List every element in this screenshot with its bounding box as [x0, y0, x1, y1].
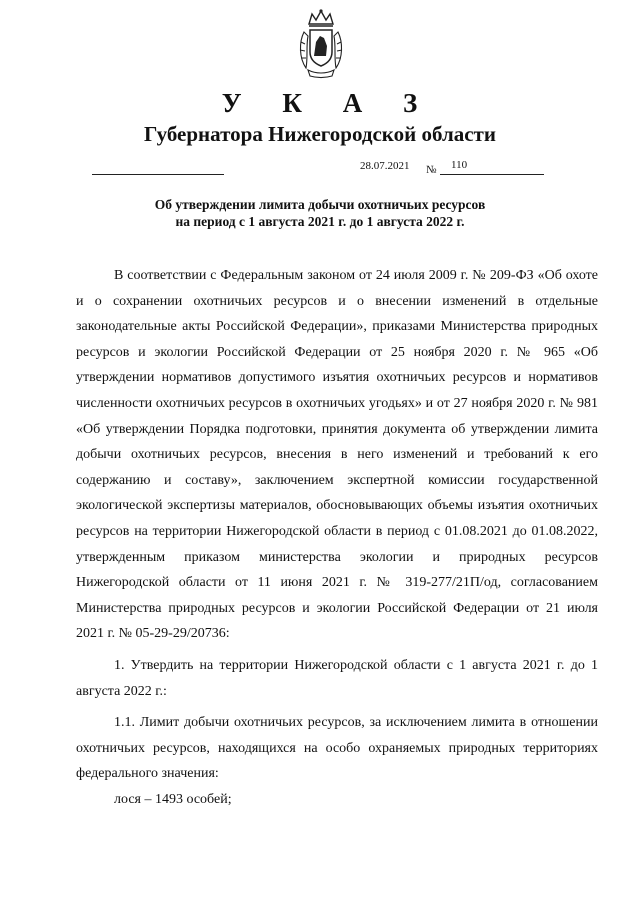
clause-1-paragraph: 1. Утвердить на территории Нижегородской области с 1 августа 2021 г. до 1 августа 2022 г.:: [76, 657, 598, 699]
number-underline: [440, 174, 544, 175]
subject-line-2: на период с 1 августа 2021 г. до 1 августа 2022 г.: [175, 214, 465, 229]
moose-limit-paragraph: лося – 1493 особей;: [114, 791, 232, 807]
document-number: 110: [451, 159, 468, 171]
issuer-title: Губернатора Нижегородской области: [144, 122, 496, 146]
preamble-paragraph: В соответствии с Федеральным законом от 24 июля 2009 г. № 209-ФЗ «Об охоте и о сохранении охотничьих ресурсов и о внесении изменений в отдельные законодательные акты Российской Федерации», приказами Министерства природных ресурсов и экологии Российской Федерации от 25 ноября 2020 г. № 965 «Об утверждении нормативов допустимого изъятия охотничьих ресурсов и нормативов численности охотничьих ресурсов в охотничьих угодьях» и от 27 ноября 2020 г. № 981 «Об утверждении Порядка подготовки, принятия документа об утверждении лимита добычи охотничьих ресурсов, внесения в него изменений и требований к его содержанию и составу», заключением экспертной комиссии государственной экологической экспертизы материалов, обосновывающих объемы изъятия охотничьих ресурсов на территории Нижегородской области в период с 01.08.2021 до 01.08.2022, утвержденным приказом министерства экологии и природных ресурсов Нижегородской области от 11 июня 2021 г. № 319-277/21П/од, согласованием Министерства природных ресурсов и экологии Российской Федерации от 21 июля 2021 г. № 05-29-29/20736:: [76, 268, 598, 642]
document-subject: [0, 196, 640, 230]
coat-of-arms-emblem: [296, 8, 346, 80]
number-label: №: [426, 164, 437, 176]
document-type-title: У К А З: [221, 88, 435, 118]
date-underline-left: [92, 174, 224, 175]
document-body: [76, 263, 598, 812]
document-date: 28.07.2021: [360, 160, 410, 172]
clause-1-1-paragraph: 1.1. Лимит добычи охотничьих ресурсов, за исключением лимита в отношении охотничьих ресурсов, находящихся на особо охраняемых природных территориях федерального значения:: [76, 715, 598, 782]
subject-line-1: Об утверждении лимита добычи охотничьих ресурсов: [154, 197, 486, 212]
